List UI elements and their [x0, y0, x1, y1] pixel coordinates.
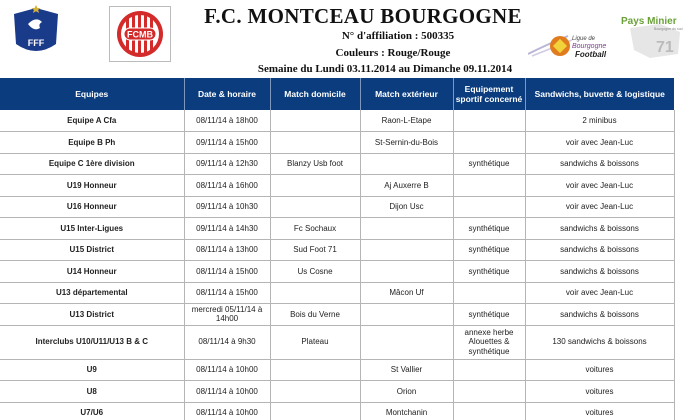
equipment-cell [453, 196, 525, 218]
team-cell: U19 Honneur [0, 175, 184, 197]
pays-minier-text: Pays Minier [621, 16, 677, 27]
equipment-cell [453, 175, 525, 197]
date-cell: mercredi 05/11/14 à 14h00 [184, 304, 270, 326]
week-range: Semaine du Lundi 03.11.2014 au Dimanche 09.11.2014 [257, 63, 513, 75]
team-cell: U8 [0, 381, 184, 403]
fff-logo-text: FFF [27, 38, 45, 48]
logistics-cell: sandwichs & boissons [525, 261, 674, 283]
team-cell: U16 Honneur [0, 196, 184, 218]
away-match-cell [360, 261, 453, 283]
away-match-cell: Montchanin [360, 402, 453, 420]
away-match-cell: Dijon Usc [360, 196, 453, 218]
logistics-cell: voir avec Jean-Luc [525, 132, 674, 154]
pays-minier-logo-icon [620, 10, 694, 62]
logistics-cell: voitures [525, 359, 674, 381]
away-match-cell: Mâcon Uf [360, 282, 453, 304]
equipment-cell [453, 282, 525, 304]
ligue-text-1: Ligue de [572, 36, 596, 42]
schedule-table [0, 78, 675, 420]
away-match-cell [360, 325, 453, 359]
home-match-cell: Plateau [270, 325, 360, 359]
page-header [0, 0, 700, 78]
home-match-cell: Fc Sochaux [270, 218, 360, 240]
club-logo [109, 6, 171, 62]
table-row [0, 218, 674, 240]
date-cell: 08/11/14 à 10h00 [184, 381, 270, 403]
logistics-cell: voir avec Jean-Luc [525, 196, 674, 218]
logistics-cell: voitures [525, 381, 674, 403]
date-cell: 08/11/14 à 15h00 [184, 282, 270, 304]
table-row [0, 261, 674, 283]
column-header-date: Date & horaire [184, 78, 270, 110]
date-cell: 08/11/14 à 16h00 [184, 175, 270, 197]
logistics-cell: 2 minibus [525, 110, 674, 132]
team-cell: Equipe A Cfa [0, 110, 184, 132]
table-row [0, 175, 674, 197]
home-match-cell [270, 282, 360, 304]
away-match-cell [360, 304, 453, 326]
team-cell: Equipe B Ph [0, 132, 184, 154]
equipment-cell [453, 381, 525, 403]
away-match-cell: Aj Auxerre B [360, 175, 453, 197]
date-cell: 08/11/14 à 10h00 [184, 402, 270, 420]
table-row [0, 132, 674, 154]
logistics-cell: voir avec Jean-Luc [525, 282, 674, 304]
column-header-home: Match domicile [270, 78, 360, 110]
team-cell: U15 Inter-Ligues [0, 218, 184, 240]
club-logo-text: FCMB [127, 29, 153, 40]
away-match-cell [360, 239, 453, 261]
away-match-cell: Raon-L-Etape [360, 110, 453, 132]
team-cell: U13 District [0, 304, 184, 326]
logistics-cell: 130 sandwichs & boissons [525, 325, 674, 359]
home-match-cell [270, 359, 360, 381]
equipment-cell: annexe herbe Alouettes & synthétique [453, 325, 525, 359]
away-match-cell [360, 153, 453, 175]
table-row [0, 110, 674, 132]
equipment-cell: synthétique [453, 304, 525, 326]
away-match-cell: St-Sernin-du-Bois [360, 132, 453, 154]
pays-minier-subtext: Bourgogne du sud [654, 27, 683, 31]
ligue-text-2: Bourgogne [572, 43, 607, 50]
home-match-cell [270, 110, 360, 132]
column-header-logistics: Sandwichs, buvette & logistique [525, 78, 674, 110]
equipment-cell: synthétique [453, 261, 525, 283]
table-row [0, 381, 674, 403]
fcmb-crest-icon [110, 7, 170, 61]
home-match-cell [270, 196, 360, 218]
home-match-cell: Bois du Verne [270, 304, 360, 326]
away-match-cell: Orion [360, 381, 453, 403]
equipment-cell: synthétique [453, 239, 525, 261]
fff-logo-icon [6, 4, 66, 60]
table-row [0, 304, 674, 326]
home-match-cell [270, 381, 360, 403]
away-match-cell [360, 218, 453, 240]
date-cell: 08/11/14 à 18h00 [184, 110, 270, 132]
table-row [0, 359, 674, 381]
page-title: F.C. MONTCEAU BOURGOGNE [204, 4, 522, 28]
logistics-cell: sandwichs & boissons [525, 218, 674, 240]
equipment-cell [453, 110, 525, 132]
equipment-cell [453, 402, 525, 420]
table-row [0, 325, 674, 359]
column-header-equipment: Equipement sportif concerné [453, 78, 525, 110]
team-cell: U13 départemental [0, 282, 184, 304]
home-match-cell: Blanzy Usb foot [270, 153, 360, 175]
pays-minier-number: 71 [656, 39, 674, 56]
table-row [0, 402, 674, 420]
ligue-text-3: Football [575, 50, 607, 59]
date-cell: 09/11/14 à 14h30 [184, 218, 270, 240]
table-header-row [0, 78, 674, 110]
column-header-teams: Equipes [0, 78, 184, 110]
equipment-cell: synthétique [453, 218, 525, 240]
away-match-cell: St Vallier [360, 359, 453, 381]
date-cell: 08/11/14 à 9h30 [184, 325, 270, 359]
team-cell: Equipe C 1ère division [0, 153, 184, 175]
team-cell: U14 Honneur [0, 261, 184, 283]
home-match-cell [270, 132, 360, 154]
column-header-away: Match extérieur [360, 78, 453, 110]
ligue-bourgogne-logo-icon [528, 24, 618, 64]
logistics-cell: voir avec Jean-Luc [525, 175, 674, 197]
team-cell: U7/U6 [0, 402, 184, 420]
date-cell: 08/11/14 à 15h00 [184, 261, 270, 283]
date-cell: 09/11/14 à 15h00 [184, 132, 270, 154]
logistics-cell: sandwichs & boissons [525, 239, 674, 261]
team-cell: U15 District [0, 239, 184, 261]
table-row [0, 282, 674, 304]
table-row [0, 153, 674, 175]
date-cell: 09/11/14 à 12h30 [184, 153, 270, 175]
home-match-cell: Sud Foot 71 [270, 239, 360, 261]
table-row [0, 239, 674, 261]
date-cell: 09/11/14 à 10h30 [184, 196, 270, 218]
home-match-cell [270, 402, 360, 420]
team-cell: Interclubs U10/U11/U13 B & C [0, 325, 184, 359]
equipment-cell [453, 132, 525, 154]
team-cell: U9 [0, 359, 184, 381]
logistics-cell: sandwichs & boissons [525, 153, 674, 175]
logistics-cell: sandwichs & boissons [525, 304, 674, 326]
date-cell: 08/11/14 à 13h00 [184, 239, 270, 261]
date-cell: 08/11/14 à 10h00 [184, 359, 270, 381]
home-match-cell [270, 175, 360, 197]
home-match-cell: Us Cosne [270, 261, 360, 283]
logistics-cell: voitures [525, 402, 674, 420]
affiliation-number: N° d'affiliation : 500335 [341, 30, 455, 42]
equipment-cell: synthétique [453, 153, 525, 175]
equipment-cell [453, 359, 525, 381]
table-row [0, 196, 674, 218]
club-colors: Couleurs : Rouge/Rouge [335, 47, 451, 59]
